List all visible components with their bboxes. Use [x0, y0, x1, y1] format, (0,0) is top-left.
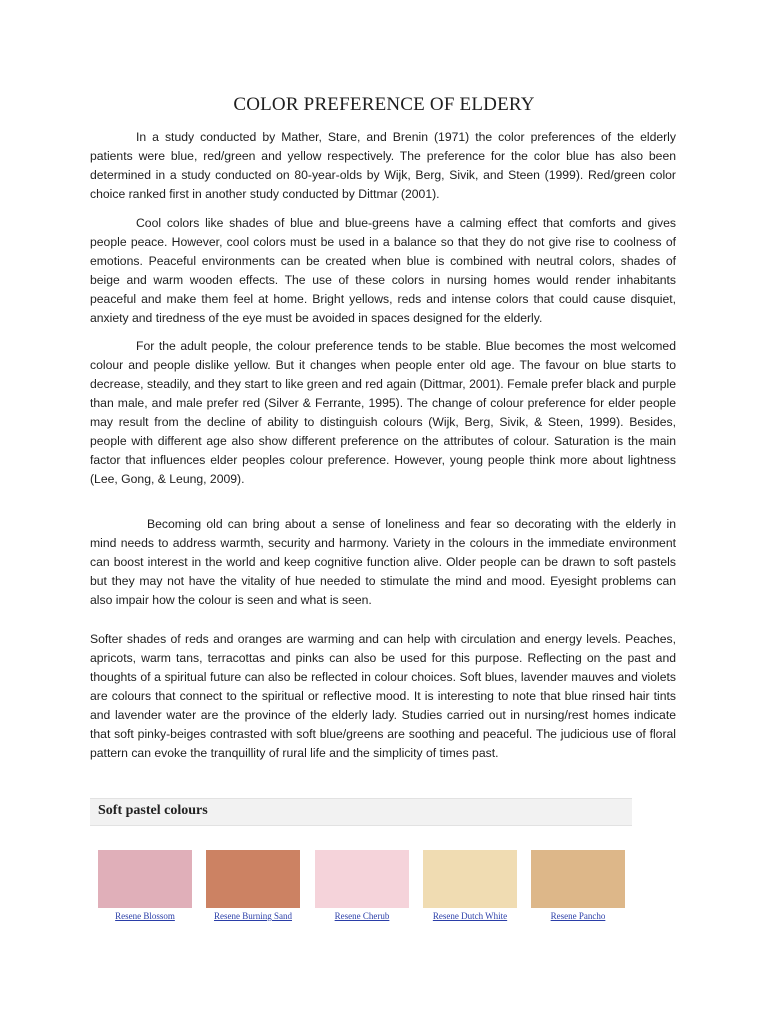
paragraph-4: Becoming old can bring about a sense of loneliness and fear so decorating with the elderly in mind needs to address warmth, security and harmony. Variety in the colours in the immediate environment can boost interest in the world and keep cognitive function alive. Older people can be drawn to soft pastels but they may not have the vitality of hue needed to stimulate the mind and mood. Eyesight problems can also impair how the colour is seen and what is seen.: [90, 517, 676, 607]
paragraph-3: For the adult people, the colour preference tends to be stable. Blue becomes the most welcomed colour and people dislike yellow. But it changes when people enter old age. The favour on blue starts to decrease, steadily, and they start to like green and red again (Dittmar, 2001). Female prefer black and purple than male, and male prefer red (Silver & Ferrante, 1995). The change of colour preference for elder people may result from the decline of ability to distinguish colours (Wijk, Berg, Sivik, & Steen, 1999). Besides, people with different age also show different preference on the attributes of colour. Saturation is the main factor that influences elder peoples colour preference. However, young people think more about lightness (Lee, Gong, & Leung, 2009).: [90, 339, 676, 486]
paragraph-1: In a study conducted by Mather, Stare, and Brenin (1971) the color preferences of the elderly patients were blue, red/green and yellow respectively. The preference for the color blue has also been determined in a study conducted on 80-year-olds by Wijk, Berg, Sivik, and Steen (1999). Red/green color choice ranked first in another study conducted by Dittmar (2001).: [90, 130, 676, 201]
swatch-resene-cherub: [315, 850, 409, 908]
page-title: COLOR PREFERENCE OF ELDERY: [233, 94, 535, 115]
palette-title: Soft pastel colours: [98, 803, 208, 818]
swatch-link-resene-blossom[interactable]: Resene Blossom: [115, 911, 175, 921]
swatch-link-resene-burning-sand[interactable]: Resene Burning Sand: [214, 911, 292, 921]
swatch-resene-pancho: [531, 850, 625, 908]
swatch-link-resene-pancho[interactable]: Resene Pancho: [550, 911, 606, 921]
swatch-resene-blossom: [98, 850, 192, 908]
swatch-resene-dutch-white: [423, 850, 517, 908]
palette-header: [90, 798, 632, 826]
swatch-resene-burning-sand: [206, 850, 300, 908]
swatch-link-resene-dutch-white[interactable]: Resene Dutch White: [432, 911, 508, 921]
swatch-link-resene-cherub[interactable]: Resene Cherub: [334, 911, 390, 921]
paragraph-2: Cool colors like shades of blue and blue-greens have a calming effect that comforts and gives people peace. However, cool colors must be used in a balance so that they do not give rise to coolness of emotions. Peaceful environments can be created when blue is combined with neutral colors, shades of beige and warm wooden effects. The use of these colors in nursing homes would render inhabitants peaceful and make them feel at home. Bright yellows, reds and intense colors that could cause disquiet, anxiety and tiredness of the eye must be avoided in spaces designed for the elderly.: [90, 216, 676, 325]
paragraph-5: Softer shades of reds and oranges are warming and can help with circulation and energy levels. Peaches, apricots, warm tans, terracottas and pinks can also be used for this purpose. Reflecting on the past and thoughts of a spiritual future can also be reflected in colour choices. Soft blues, lavender mauves and violets are colours that connect to the spiritual or reflective mood. It is interesting to note that blue rinsed hair tints and lavender water are the province of the elderly lady. Studies carried out in nursing/rest homes indicate that soft pinky-beiges contrasted with soft blue/greens are soothing and peaceful. The judicious use of floral pattern can evoke the tranquillity of rural life and the simplicity of times past.: [90, 632, 676, 760]
